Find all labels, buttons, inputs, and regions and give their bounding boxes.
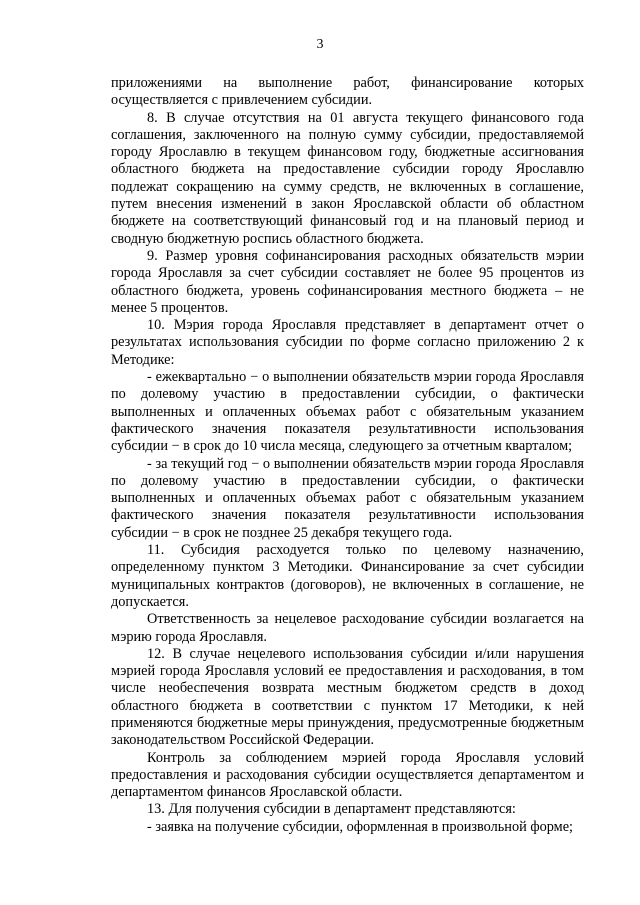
paragraph-item-10: 10. Мэрия города Ярославля представляет в департамент отчет о результатах использования субсидии по форме согласно приложению 2 к Методике: bbox=[111, 317, 584, 368]
paragraph-item-11: 11. Субсидия расходуется только по целевому назначению, определенному пунктом 3 Методики. Финансирование за счет субсидии муниципальных контрактов (договоров), не включенных в соглашение, не допускается. bbox=[111, 542, 584, 610]
paragraph-continuation: приложениями на выполнение работ, финансирование которых осуществляется с привлечением субсидии. bbox=[111, 75, 584, 109]
paragraph-quarterly-report: - ежеквартально − о выполнении обязательств мэрии города Ярославля по долевому участию в предоставлении субсидии, о фактически выполненных и оплаченных объемах работ с обязательным указанием фактического значения показателя результативности использования субсидии − в срок до 10 числа месяца, следующего за отчетным кварталом; bbox=[111, 369, 584, 455]
paragraph-responsibility: Ответственность за нецелевое расходование субсидии возлагается на мэрию города Ярославля. bbox=[111, 611, 584, 645]
paragraph-application: - заявка на получение субсидии, оформленная в произвольной форме; bbox=[147, 818, 574, 835]
paragraph-item-12: 12. В случае нецелевого использования субсидии и/или нарушения мэрией города Ярославля условий ее предоставления и расходования, в том числе необеспечения возврата местным бюджетом средств в доход областного бюджета в соответствии с пунктом 17 Методики, к ней применяются бюджетные меры принуждения, предусмотренные бюджетным законодательством Российской Федерации. bbox=[111, 645, 584, 749]
body-text bbox=[111, 75, 584, 836]
paragraph-item-13: 13. Для получения субсидии в департамент представляются: bbox=[147, 801, 516, 818]
paragraph-annual-report: - за текущий год − о выполнении обязательств мэрии города Ярославля по долевому участию в предоставлении субсидии, о фактически выполненных и оплаченных объемах работ с обязательным указанием фактического значения показателя результативности использования субсидии − в срок не позднее 25 декабря текущего года. bbox=[111, 455, 584, 541]
paragraph-item-8: 8. В случае отсутствия на 01 августа текущего финансового года соглашения, заключенного на полную сумму субсидии, предоставляемой городу Ярославлю в текущем финансовом году, бюджетные ассигнования областного бюджета на предоставление субсидии городу Ярославлю подлежат сокращению на сумму средств, не включенных в соглашение, путем внесения изменений в закон Ярославской области об областном бюджете на соответствующий финансовый год и на плановый период и сводную бюджетную роспись областного бюджета. bbox=[111, 109, 584, 247]
paragraph-item-9: 9. Размер уровня софинансирования расходных обязательств мэрии города Ярославля за счет субсидии составляет не более 95 процентов из областного бюджета, уровень софинансирования местного бюджета – не менее 5 процентов. bbox=[111, 247, 584, 316]
paragraph-control: Контроль за соблюдением мэрией города Ярославля условий предоставления и расходования субсидии осуществляется департаментом и департаментом финансов Ярославской области. bbox=[111, 749, 584, 801]
page-number: 3 bbox=[316, 37, 324, 52]
